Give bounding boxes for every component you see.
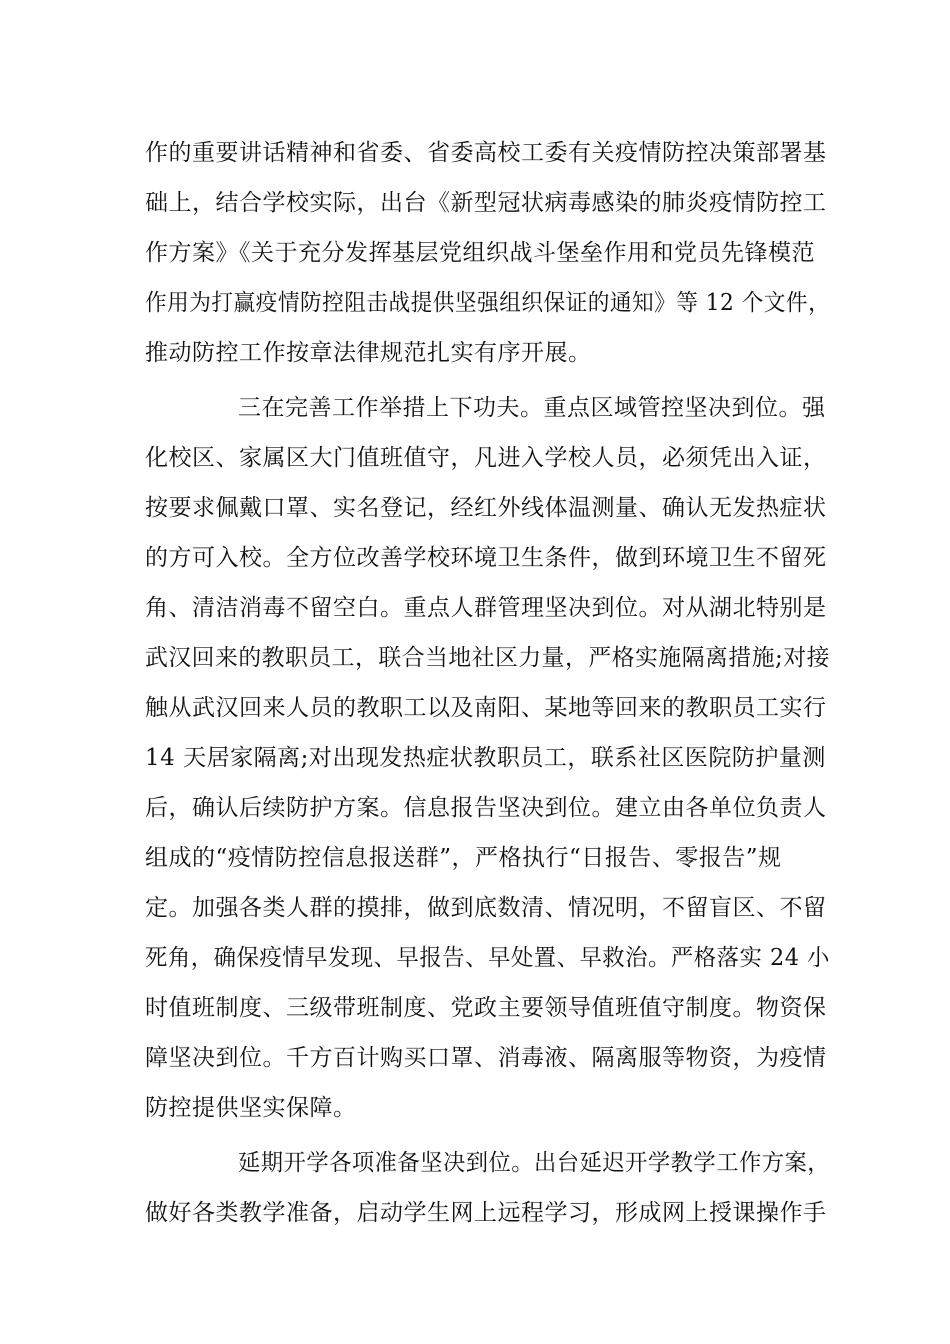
text-line: 死角，确保疫情早发现、早报告、早处置、早救治。严格落实 24 小 — [145, 945, 830, 971]
text-line: 推动防控工作按章法律规范扎实有序开展。 — [145, 340, 592, 366]
text-line: 武汉回来的教职员工，联合当地社区力量，严格实施隔离措施;对接 — [145, 645, 830, 671]
text-line: 的方可入校。全方位改善学校环境卫生条件，做到环境卫生不留死 — [145, 545, 827, 571]
text-line: 三在完善工作举措上下功夫。重点区域管控坚决到位。强 — [238, 395, 826, 421]
text-line: 做好各类教学准备，启动学生网上远程学习，形成网上授课操作手 — [145, 1200, 827, 1226]
text-line: 作用为打赢疫情防控阻击战提供坚强组织保证的通知》等 12 个文件， — [145, 290, 831, 316]
text-line: 按要求佩戴口罩、实名登记，经红外线体温测量、确认无发热症状 — [145, 495, 827, 521]
text-line: 后，确认后续防护方案。信息报告坚决到位。建立由各单位负责人 — [145, 795, 827, 821]
text-line: 防控提供坚实保障。 — [145, 1095, 357, 1121]
text-line: 定。加强各类人群的摸排，做到底数清、情况明，不留盲区、不留 — [145, 895, 827, 921]
text-line: 触从武汉回来人员的教职工以及南阳、某地等回来的教职员工实行 — [145, 695, 827, 721]
text-line: 时值班制度、三级带班制度、党政主要领导值班值守制度。物资保 — [145, 995, 827, 1021]
text-line: 作方案》《关于充分发挥基层党组织战斗堡垒作用和党员先锋模范 — [145, 240, 815, 266]
text-line: 角、清洁消毒不留空白。重点人群管理坚决到位。对从湖北特别是 — [145, 595, 827, 621]
text-line: 作的重要讲话精神和省委、省委高校工委有关疫情防控决策部署基 — [145, 140, 827, 166]
text-line: 化校区、家属区大门值班值守，凡进入学校人员，必须凭出入证， — [145, 445, 827, 471]
text-line: 组成的“疫情防控信息报送群”，严格执行“日报告、零报告”规 — [145, 845, 782, 871]
text-line: 障坚决到位。千方百计购买口罩、消毒液、隔离服等物资，为疫情 — [145, 1045, 827, 1071]
text-line: 延期开学各项准备坚决到位。出台延迟开学教学工作方案， — [238, 1150, 831, 1176]
text-line: 础上，结合学校实际，出台《新型冠状病毒感染的肺炎疫情防控工 — [145, 190, 827, 216]
text-line: 14 天居家隔离;对出现发热症状教职员工，联系社区医院防护量测 — [145, 745, 826, 771]
